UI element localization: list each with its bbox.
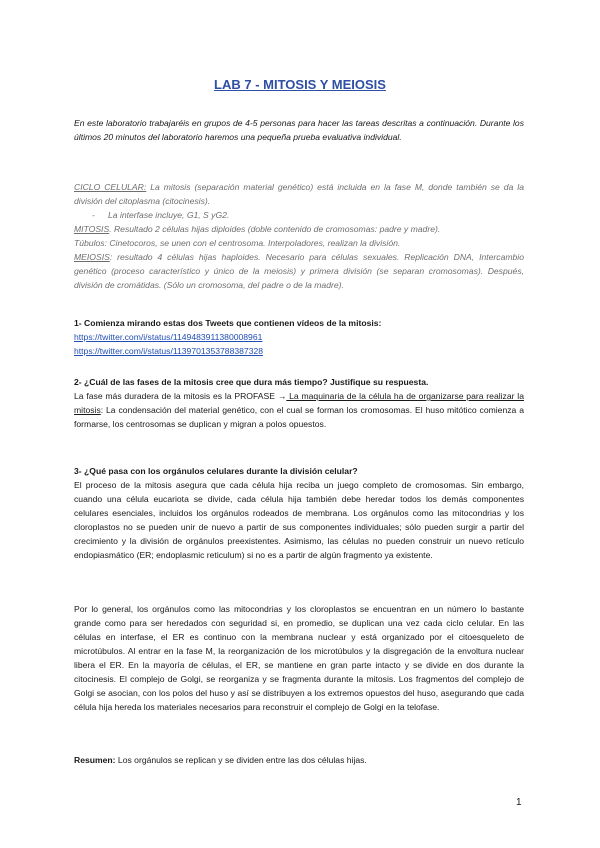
ciclo-text: La mitosis (separación material genético) está incluida en la fase M, donde también se da la división del citoplasma (citocinesis).	[74, 182, 524, 206]
mitosis-text: . Resultado 2 células hijas diploides (doble contenido de cromosomas: padre y madre).	[109, 224, 441, 234]
summary	[74, 753, 524, 767]
bullet-dash: -	[92, 210, 95, 220]
question-1	[74, 316, 524, 358]
summary-label: Resumen:	[74, 755, 116, 765]
q2-answer-start: La fase más duradera de la mitosis es la PROFASE	[74, 391, 278, 401]
ciclo-label: CICLO CELULAR:	[74, 182, 147, 192]
meiosis-text: : resultado 4 células hijas haploides. Necesario para células sexuales. Replicación DNA, Intercambio genético (proceso característico y único de la meiosis) y primera división (se separan cromosomas). Después, división de cromátidas. (Sólo un cromosoma, del padre o de la madre).	[74, 252, 524, 290]
notes-section	[74, 180, 524, 292]
question-2	[74, 375, 524, 431]
arrow-icon: →	[277, 391, 287, 401]
q2-heading: 2- ¿Cuál de las fases de la mitosis cree que dura más tiempo? Justifique su respuesta.	[74, 377, 429, 387]
mitosis-note	[74, 222, 524, 236]
tubulos-note: Túbulos: Cinetocoros, se unen con el centrosoma. Interpoladores, realizan la división.	[74, 238, 401, 248]
q2-answer-underlined: La maquinaria de la célula ha de organizarse para realizar la mitosis	[74, 391, 524, 415]
page-number: 1	[516, 797, 522, 808]
q3-paragraph-2: Por lo general, los orgánulos como las mitocondrias y los cloroplastos se encuentran en un número lo bastante grande como para ser heredados con seguridad si, en promedio, se duplican una vez cada ciclo celular. En las células en interfase, el ER es continuo con la membrana nuclear y está organizado por el citoesqueleto de microtúbulos. Al entrar en la fase M, la reorganización de los microtúbulos y la disgregación de la envoltura nuclear libera el ER. En la mayoría de células, el ER, se mantiene en gran parte intacto y se divide en dos durante la citocinesis. El complejo de Golgi, se reorganiza y se fragmenta durante la mitosis. Los fragmentos del complejo de Golgi se asocian, con los polos del huso y así se distribuyen a los extremos opuestos del huso, asegurando que cada célula hija hereda los materiales necesarios para reconstruir el complejo de Golgi en la telofase.	[74, 604, 524, 712]
q1-heading: 1- Comienza mirando estas dos Tweets que contienen vídeos de la mitosis:	[74, 318, 382, 328]
intro-paragraph: En este laboratorio trabajaréis en grupos de 4-5 personas para hacer las tareas descritas a continuación. Durante los últimos 20 minutos del laboratorio haremos una pequeña prueba evaluativa individual.	[74, 118, 524, 142]
bullet-text: La interfase incluye, G1, S yG2.	[108, 210, 230, 220]
document-title: LAB 7 - MITOSIS Y MEIOSIS	[214, 77, 386, 92]
summary-text: Los orgánulos se replican y se dividen entre las dos células hijas.	[115, 755, 367, 765]
meiosis-note	[74, 250, 524, 292]
ciclo-celular-note	[74, 180, 524, 208]
q3-heading: 3- ¿Qué pasa con los orgánulos celulares durante la división celular?	[74, 466, 358, 476]
q2-answer-end: : La condensación del material genético, con el cual se forman los cromosomas. El huso mitótico comienza a formarse, los centrosomas se duplican y migran a polos opuestos.	[74, 405, 524, 429]
q2-answer	[74, 389, 524, 431]
tweet-link-2[interactable]: https://twitter.com/i/status/1139701353788387328	[74, 346, 264, 356]
q3-paragraph-1: El proceso de la mitosis asegura que cada célula hija reciba un juego completo de cromosomas. Sin embargo, cuando una célula eucariota se divide, cada célula hija también debe heredar todos los demás componentes celulares esenciales, incluidos los orgánulos rodeados de membrana. Los orgánulos como las mitocondrias y los cloroplastos no se pueden unir de nuevo a partir de sus componentes individuales; sólo pueden surgir a partir del crecimiento y la división de orgánulos preexistentes. Asimismo, las células no pueden construir un nuevo retículo endopiasmático (ER; endoplasmic reticulum) si no es a partir de algún fragmento ya existente.	[74, 480, 524, 560]
question-3	[74, 464, 524, 562]
mitosis-label: MITOSIS	[74, 224, 110, 234]
tweet-link-1[interactable]: https://twitter.com/i/status/1149483911380008961	[74, 332, 263, 342]
meiosis-label: MEIOSIS	[74, 252, 110, 262]
interfase-bullet	[74, 208, 524, 222]
